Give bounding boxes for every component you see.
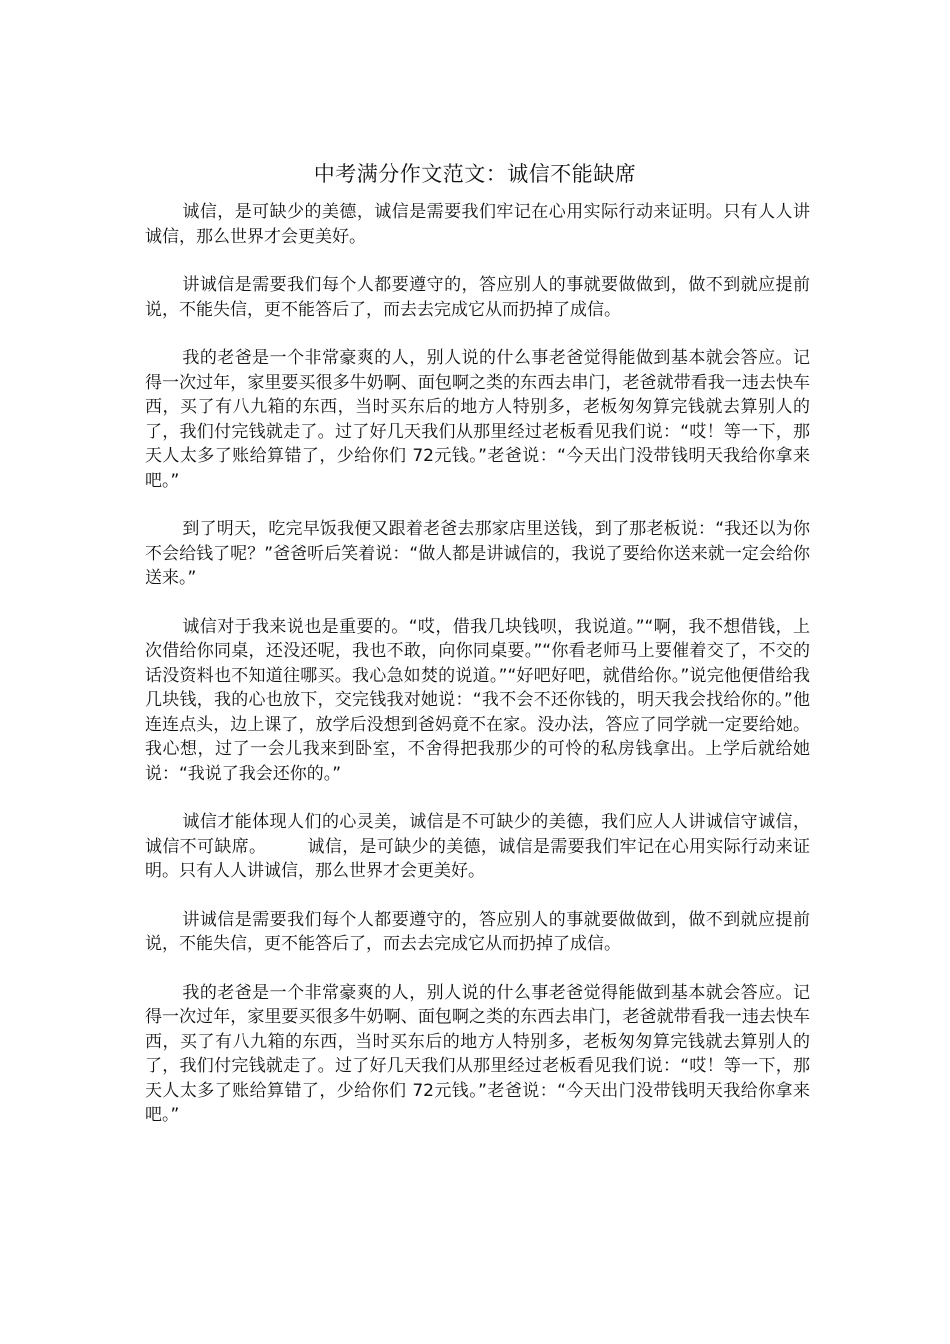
paragraph-4: 到了明天，吃完早饭我便又跟着老爸去那家店里送钱，到了那老板说：“我还以为你不会给钱了呢？”爸爸听后笑着说：“做人都是讲诚信的，我说了要给你送来就一定会给你送来。” (145, 519, 810, 588)
paragraph-1: 诚信，是可缺少的美德，诚信是需要我们牢记在心用实际行动来证明。只有人人讲诚信，那么世界才会更美好。 (145, 202, 810, 247)
paragraph-2: 讲诚信是需要我们每个人都要遵守的，答应别人的事就要做做到，做不到就应提前说，不能失信，更不能答后了，而去去完成它从而扔掉了成信。 (145, 275, 810, 320)
paragraph-6 (145, 810, 810, 884)
paragraph-6-part-1: 诚信才能体现人们的心灵美，诚信是不可缺少的美德，我们应人人讲诚信守诚信，诚信不可缺席。 (145, 812, 810, 857)
article-body (145, 200, 810, 1152)
paragraph-3: 我的老爸是一个非常豪爽的人，别人说的什么事老爸觉得能做到基本就会答应。记得一次过年，家里要买很多牛奶啊、面包啊之类的东西去串门，老爸就带看我一违去快车西，买了有八九箱的东西，当时买东后的地方人特别多，老板匆匆算完钱就去算别人的了，我们付完钱就走了。过了好几天我们从那里经过老板看见我们说：“哎！等一下，那天人太多了账给算错了，少给你们 72元钱。”老爸说：“今天出门没带钱明天我给你拿来吧。” (145, 348, 810, 491)
paragraph-5: 诚信对于我来说也是重要的。“哎，借我几块钱呗，我说道。”“啊，我不想借钱，上次借给你同桌，还没还呢，我也不敢，向你同桌要。”“你看老师马上要催着交了，不交的话没资料也不知道往哪买。我心急如焚的说道。”“好吧好吧，就借给你。”说完他便借给我几块钱，我的心也放下，交完钱我对她说：“我不会不还你钱的，明天我会找给你的。”他连连点头，边上课了，放学后没想到爸妈竟不在家。没办法，答应了同学就一定要给她。我心想，过了一会儿我来到卧室，不舍得把我那少的可怜的私房钱拿出。上学后就给她说：“我说了我会还你的。” (145, 616, 810, 784)
paragraph-7: 讲诚信是需要我们每个人都要遵守的，答应别人的事就要做做到，做不到就应提前说，不能失信，更不能答后了，而去去完成它从而扔掉了成信。 (145, 909, 810, 954)
paragraph-8: 我的老爸是一个非常豪爽的人，别人说的什么事老爸觉得能做到基本就会答应。记得一次过年，家里要买很多牛奶啊、面包啊之类的东西去串门，老爸就带看我一违去快车西，买了有八九箱的东西，当时买东后的地方人特别多，老板匆匆算完钱就去算别人的了，我们付完钱就走了。过了好几天我们从那里经过老板看见我们说：“哎！等一下，那天人太多了账给算错了，少给你们 72元钱。”老爸说：“今天出门没带钱明天我给你拿来吧。” (145, 982, 810, 1125)
page-title: 中考满分作文范文：诚信不能缺席 (313, 162, 637, 186)
paragraph-6-part-2: 诚信，是可缺少的美德，诚信是需要我们牢记在心用实际行动来证明。只有人人讲诚信，那么世界才会更美好。 (145, 836, 811, 881)
